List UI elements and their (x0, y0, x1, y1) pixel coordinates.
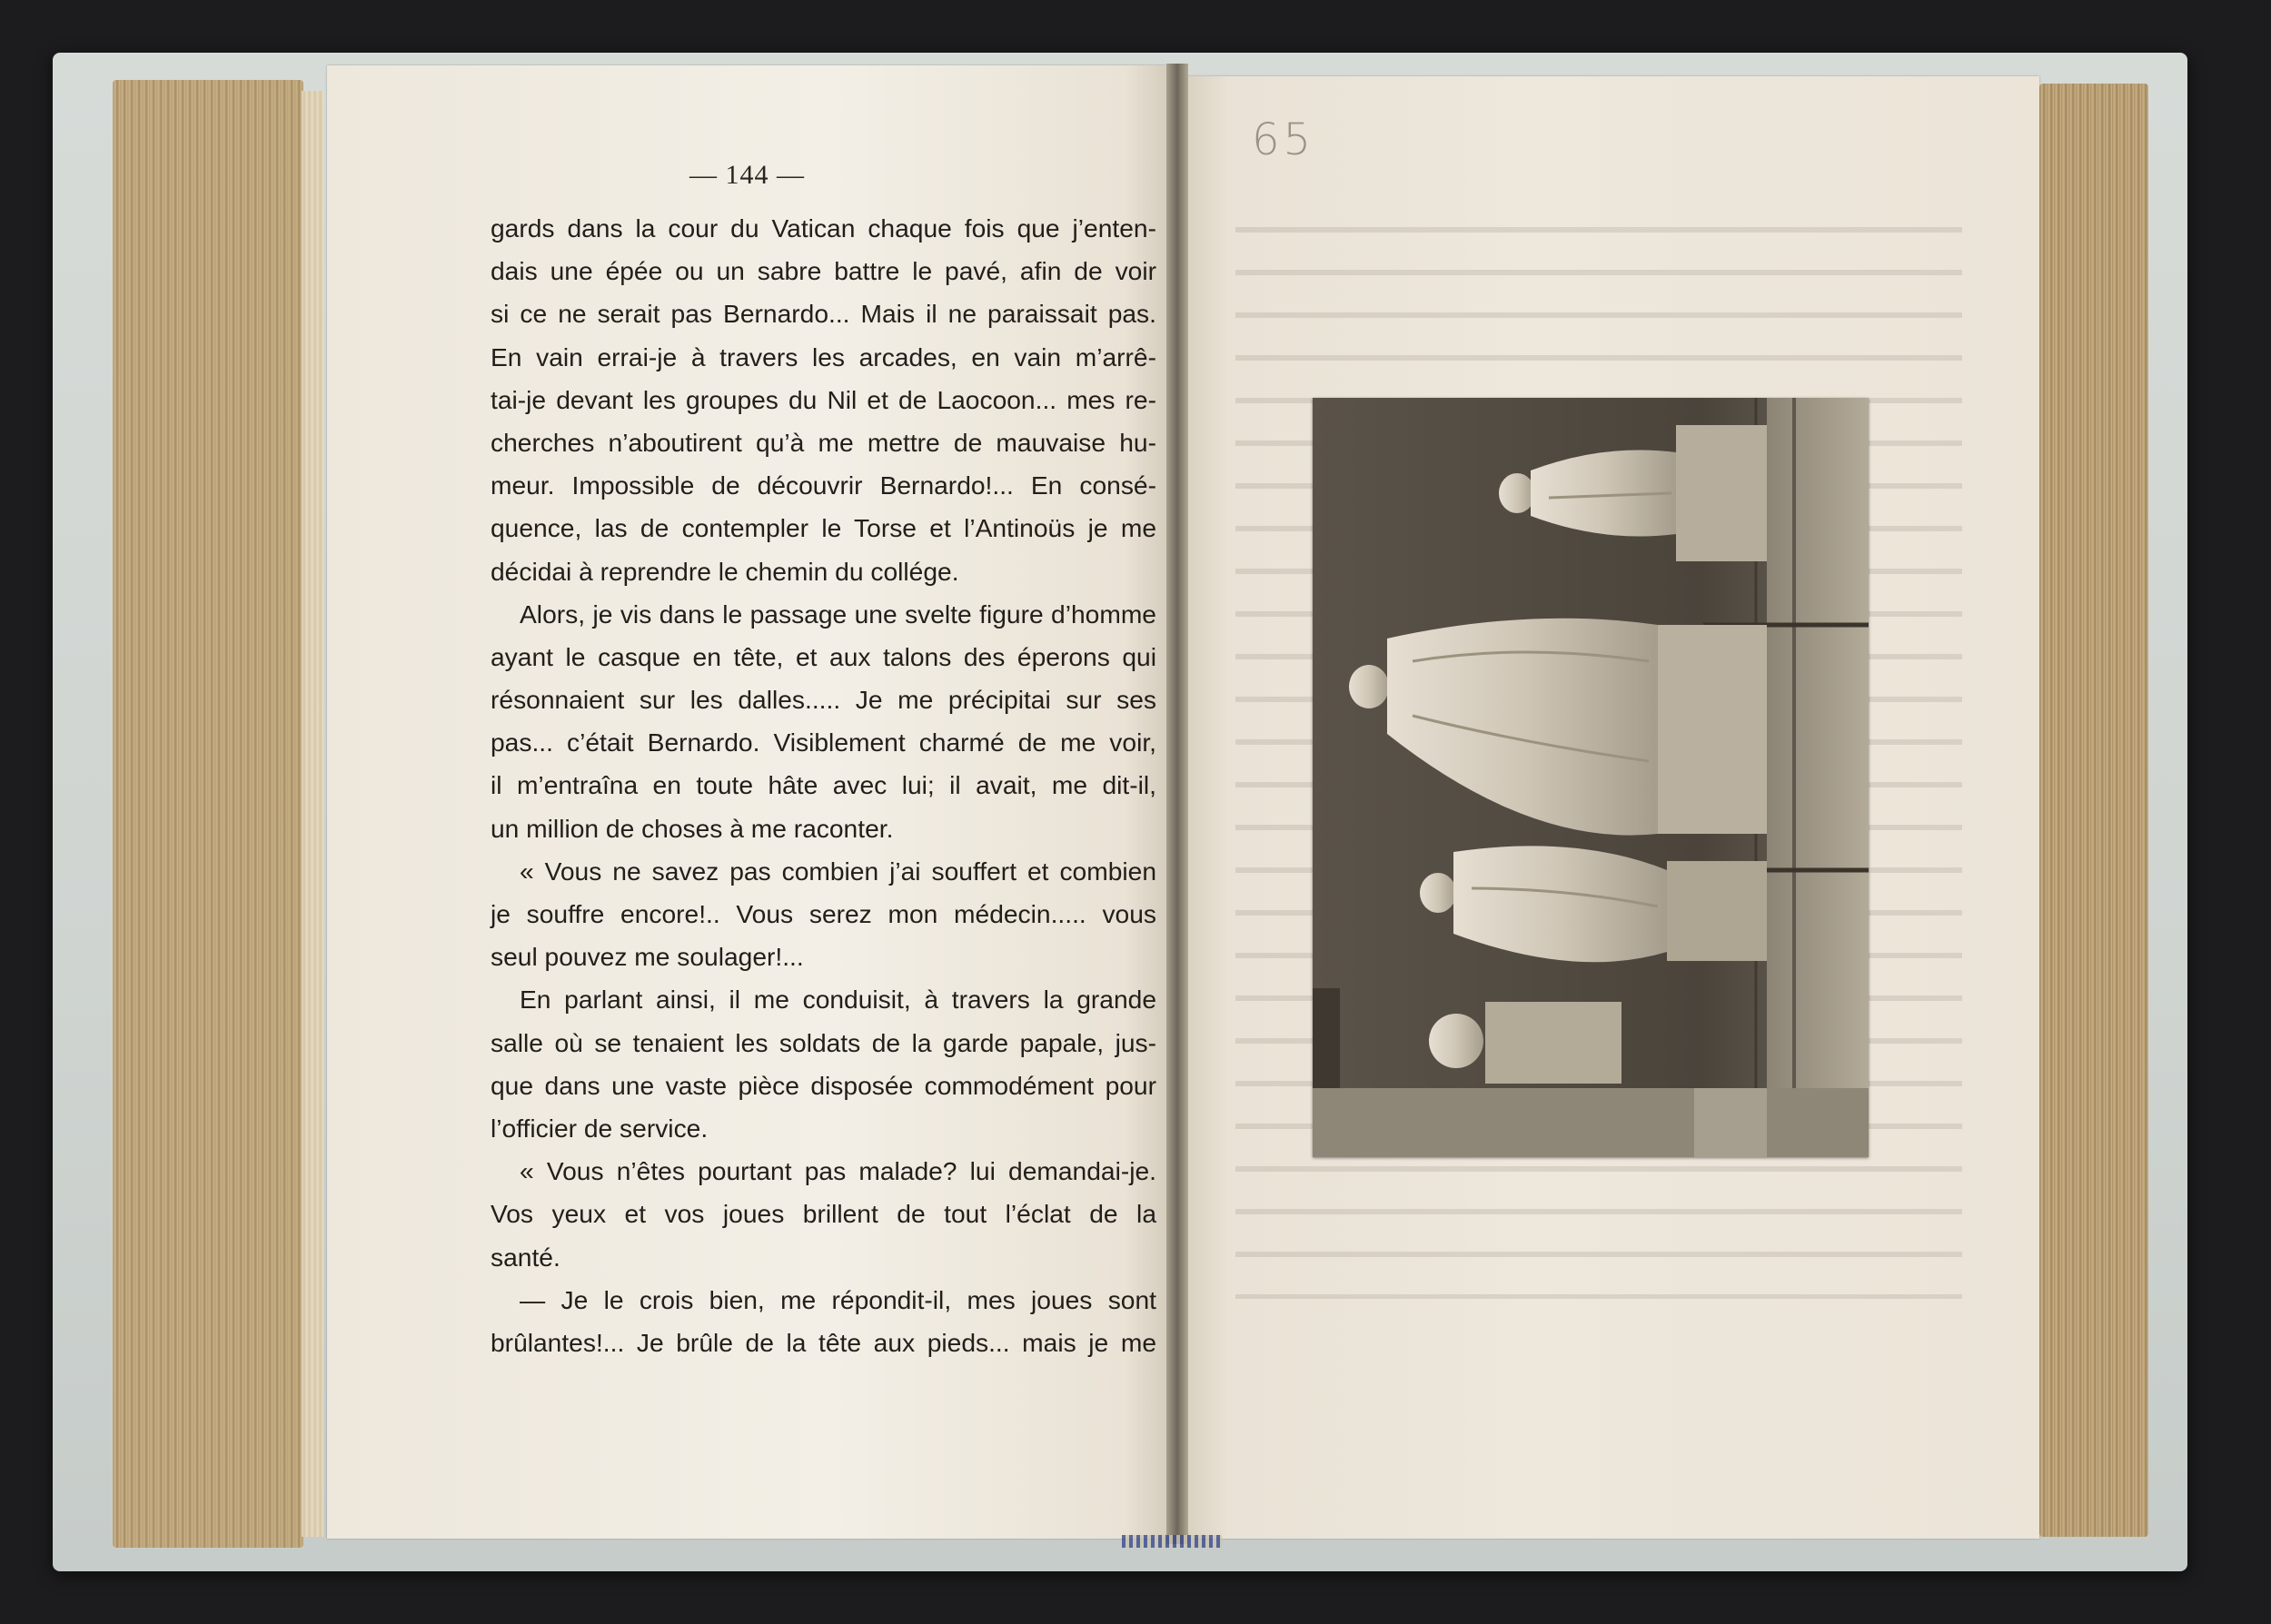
page-edges-left-inner (302, 91, 323, 1537)
text-line: résonnaient sur les dalles..... Je me précipitai sur ses (491, 685, 1156, 715)
albumen-photograph (1313, 398, 1869, 1157)
text-column (491, 207, 1156, 1364)
binding-thread (1122, 1535, 1222, 1548)
text-line: En parlant ainsi, il me conduisit, à travers la grande (520, 985, 1156, 1015)
floor (1767, 398, 1869, 1157)
text-line: Vos yeux et vos joues brillent de tout l’éclat de la (491, 1199, 1156, 1229)
text-line: décidai à reprendre le chemin du collége. (491, 556, 959, 586)
text-line: l’officier de service. (491, 1113, 709, 1143)
text-line: meur. Impossible de découvrir Bernardo!... En consé- (491, 470, 1156, 500)
text-line: En vain errai-je à travers les arcades, en vain m’arrê- (491, 342, 1156, 371)
text-line: tai-je devant les groupes du Nil et de Laocoon... mes re- (491, 384, 1156, 414)
text-line: « Vous ne savez pas combien j’ai souffert et combien (520, 856, 1156, 886)
text-line: que dans une vaste pièce disposée commodément pour (491, 1070, 1156, 1100)
text-line: seul pouvez me soulager!... (491, 942, 804, 972)
text-line: ayant le casque en tête, et aux talons des éperons qui (491, 641, 1156, 671)
text-line: cherches n’aboutirent qu’à me mettre de mauvaise hu- (491, 427, 1156, 457)
text-line: un million de choses à me raconter. (491, 813, 894, 843)
text-line: salle où se tenaient les soldats de la garde papale, jus- (491, 1027, 1156, 1057)
text-line: santé. (491, 1242, 560, 1272)
text-line: brûlantes!... Je brûle de la tête aux pieds... mais je me (491, 1327, 1156, 1357)
text-line: je souffre encore!.. Vous serez mon médecin..... vous (491, 899, 1156, 928)
text-line: « Vous n’êtes pourtant pas malade? lui demandai-je. (520, 1156, 1156, 1186)
page-edges-left (113, 80, 303, 1548)
text-line: pas... c’était Bernardo. Visiblement charmé de me voir, (491, 728, 1156, 758)
text-line: Alors, je vis dans le passage une svelte figure d’homme (520, 599, 1156, 629)
book-gutter (1166, 64, 1188, 1544)
text-line: — Je le crois bien, me répondit-il, mes joues sont (520, 1284, 1156, 1314)
page-number: — 144 — (689, 160, 805, 190)
text-line: si ce ne serait pas Bernardo... Mais il ne paraissait pas. (491, 299, 1156, 329)
page-edges-right (2039, 84, 2148, 1537)
text-line: gards dans la cour du Vatican chaque fois que j’enten- (491, 213, 1156, 243)
pencil-page-number: 65 (1252, 114, 1315, 165)
text-line: il m’entraîna en toute hâte avec lui; il avait, me dit-il, (491, 770, 1156, 800)
statues-photo-illustration (1313, 398, 1869, 1157)
column-base (1313, 1088, 1869, 1157)
text-line: dais une épée ou un sabre battre le pavé, afin de voir (491, 256, 1156, 286)
text-line: quence, las de contempler le Torse et l’Antinoüs je me (491, 513, 1156, 543)
